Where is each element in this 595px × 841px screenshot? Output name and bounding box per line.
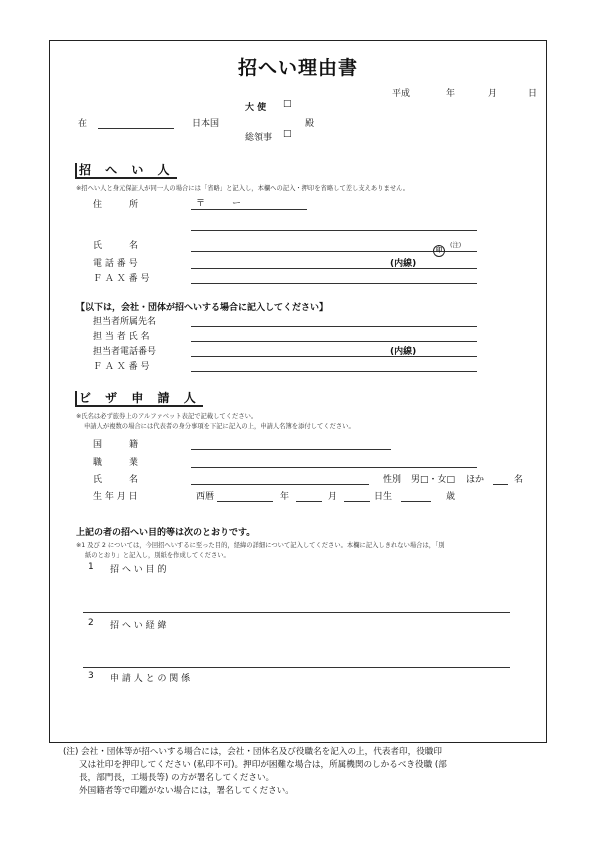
- date-year: 年: [446, 89, 456, 99]
- company-person-line[interactable]: [191, 341, 477, 342]
- footnote-line3: 長，部門長，工場長等) の方が署名してください。: [79, 773, 275, 783]
- applicant-note2: 申請人が複数の場合には代表者の身分事項を下記に記入の上，申請人名簿を添付してください。: [84, 423, 355, 430]
- dob-month-line[interactable]: [296, 501, 322, 502]
- applicant-sex-label: 性別: [383, 475, 402, 485]
- applicant-dob-label: 生 年 月 日: [93, 492, 138, 502]
- seal-note: (注): [450, 242, 462, 249]
- ambassador-label: 大 使: [245, 103, 267, 113]
- date-era: 平成: [392, 89, 411, 99]
- dob-year-line[interactable]: [217, 501, 273, 502]
- footnote-line1: (注) 会社・団体等が招へいする場合には，会社・団体名及び役職名を記入の上，代表者印，役職印: [63, 747, 442, 757]
- dob-day-line[interactable]: [344, 501, 370, 502]
- company-dept-line[interactable]: [191, 326, 477, 327]
- applicant-sex-checkbox[interactable]: 男□・女□: [411, 475, 456, 485]
- age-line[interactable]: [401, 501, 431, 502]
- company-phone-label: 担当者電話番号: [93, 347, 157, 357]
- date-day: 日: [528, 89, 538, 99]
- inviter-fax-label: Ｆ Ａ Ｘ 番 号: [93, 274, 150, 284]
- applicant-occupation-line[interactable]: [191, 467, 477, 468]
- consul-label: 総領事: [245, 133, 273, 143]
- form-title: 招へい理由書: [238, 57, 359, 79]
- company-fax-line[interactable]: [191, 371, 477, 372]
- applicant-name-label: 氏 名: [93, 475, 139, 485]
- date-month: 月: [488, 89, 498, 99]
- seal-icon: 印: [433, 237, 445, 257]
- zai-label: 在: [78, 119, 88, 129]
- inviter-address-line2[interactable]: [191, 230, 477, 231]
- age-label: 歳: [446, 492, 456, 502]
- country-line[interactable]: [98, 128, 174, 129]
- inviter-note: ※招へい人と身元保証人が同一人の場合には「省略」と記入し，本欄への記入・押印を省略して差し支えありません。: [76, 185, 410, 192]
- inviter-phone-line[interactable]: [191, 268, 477, 269]
- dob-month-label: 月: [328, 492, 338, 502]
- inviter-phone-label: 電 話 番 号: [93, 259, 138, 269]
- item3-number: 3: [88, 671, 94, 681]
- item2-label: 招 へ い 経 緯: [110, 621, 167, 631]
- dono-label: 殿: [305, 119, 315, 129]
- applicant-nationality-label: 国 籍: [93, 440, 139, 450]
- dob-day-label: 日生: [374, 492, 393, 502]
- consul-checkbox[interactable]: □: [283, 129, 292, 139]
- purpose-note2: 紙のとおり」と記入し，別紙を作成してください。: [85, 552, 230, 559]
- company-dept-label: 担当者所属先名: [93, 317, 157, 327]
- company-fax-label: Ｆ Ａ Ｘ 番 号: [93, 362, 150, 372]
- item3-label: 申 請 人 と の 関 係: [110, 674, 191, 684]
- inviter-postal[interactable]: 〒 ー: [196, 199, 242, 209]
- applicant-name-line[interactable]: [191, 484, 369, 485]
- applicant-seireki: 西暦: [196, 492, 215, 502]
- item2-number: 2: [88, 618, 94, 628]
- applicant-others-count[interactable]: [493, 484, 508, 485]
- purpose-heading: 上記の者の招へい目的等は次のとおりです。: [76, 528, 256, 538]
- ambassador-checkbox[interactable]: □: [283, 99, 292, 109]
- inviter-address-line[interactable]: [191, 209, 307, 210]
- inviter-extension: (内線): [390, 259, 417, 269]
- company-heading: 【以下は，会社・団体が招へいする場合に記入してください】: [76, 303, 329, 313]
- item2-line[interactable]: [83, 667, 510, 668]
- japan-label: 日本国: [192, 119, 220, 129]
- inviter-fax-line[interactable]: [191, 283, 477, 284]
- applicant-heading: ビ ザ 申 請 人: [75, 391, 203, 407]
- applicant-persons-label: 名: [514, 475, 524, 485]
- inviter-name-label: 氏 名: [93, 241, 139, 251]
- item1-label: 招 へ い 目 的: [110, 565, 167, 575]
- company-person-label: 担 当 者 氏 名: [93, 332, 150, 342]
- purpose-note1: ※1 及び 2 については，今回招へいするに至った目的，経緯の詳細について記入してください。本欄に記入しきれない場合は，「別: [76, 542, 445, 549]
- applicant-occupation-label: 職 業: [93, 458, 139, 468]
- applicant-note1: ※氏名は必ず旅券上のアルファベット表記で記載してください。: [76, 413, 258, 420]
- applicant-nationality-line[interactable]: [191, 449, 391, 450]
- dob-year-label: 年: [280, 492, 290, 502]
- inviter-heading: 招 へ い 人: [75, 163, 177, 179]
- company-phone-line[interactable]: [191, 356, 477, 357]
- company-extension: (内線): [390, 347, 417, 357]
- item1-line[interactable]: [83, 612, 510, 613]
- item1-number: 1: [88, 562, 94, 572]
- applicant-others-label: ほか: [466, 475, 485, 485]
- footnote-line2: 又は社印を押印してください (私印不可)。押印が困難な場合は，所属機関のしかるべき役職 (部: [79, 760, 447, 770]
- footnote-line4: 外国籍者等で印鑑がない場合には，署名してください。: [79, 786, 294, 796]
- inviter-address-label: 住 所: [93, 200, 139, 210]
